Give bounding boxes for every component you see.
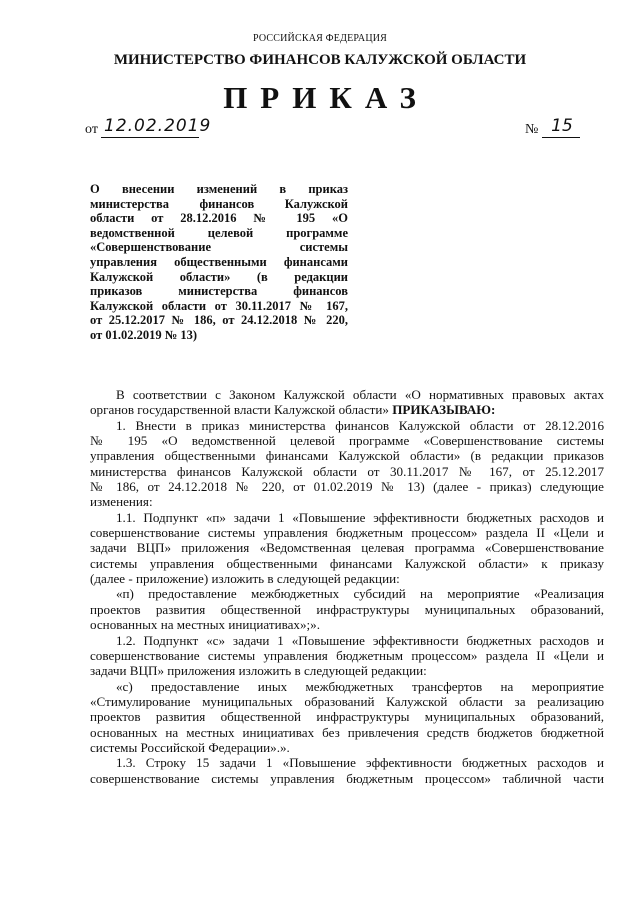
quote-s-line: «Стимулирование муниципальных образований Калужской области за реализацию: [90, 693, 604, 709]
paragraph-1-3-line: совершенствование системы управления бюджетным процессом» табличной части: [90, 770, 604, 786]
paragraph-1-1-line: 1.1. Подпункт «п» задачи 1 «Повышение эффективности бюджетных расходов и: [116, 509, 604, 525]
subject-line: управления общественными финансами: [90, 254, 348, 269]
intro-line-text: органов государственной власти Калужской области»: [90, 402, 389, 418]
subject-line: Калужской области от 30.11.2017 № 167,: [90, 298, 348, 313]
quote-p-line: проектов развития общественной инфраструктуры муниципальных образований,: [90, 601, 604, 617]
date-value: 12.02.2019: [104, 116, 212, 136]
paragraph-1-3-line: 1.3. Строку 15 задачи 1 «Повышение эффективности бюджетных расходов и: [116, 755, 604, 771]
command-word: ПРИКАЗЫВАЮ:: [392, 402, 496, 418]
paragraph-1-line: № 186, от 24.12.2018 № 220, от 01.02.2019 № 13) (далее - приказ) следующие: [90, 479, 604, 495]
number-label: №: [525, 122, 539, 137]
paragraph-1-line: 1. Внести в приказ министерства финансов Калужской области от 28.12.2016: [116, 417, 604, 433]
document-body: [90, 387, 604, 786]
subject-line: от 25.12.2017 № 186, от 24.12.2018 № 220,: [90, 313, 348, 328]
subject-line: от 01.02.2019 № 13): [90, 327, 198, 342]
ministry-title: МИНИСТЕРСТВО ФИНАНСОВ КАЛУЖСКОЙ ОБЛАСТИ: [113, 52, 527, 68]
paragraph-1-2-line: совершенствование системы управления бюджетным процессом» раздела II «Цели и: [90, 647, 604, 663]
paragraph-1-1-line: (далее - приложение) изложить в следующей редакции:: [90, 571, 400, 587]
paragraph-1-2-line: 1.2. Подпункт «с» задачи 1 «Повышение эффективности бюджетных расходов и: [116, 632, 604, 648]
subject-line: Калужской области» (в редакции: [90, 269, 348, 284]
paragraph-1-line: № 195 «О ведомственной целевой программе «Совершенствование системы: [90, 433, 604, 449]
federation-label: РОССИЙСКАЯ ФЕДЕРАЦИЯ: [252, 33, 388, 44]
quote-s-line: проектов развития общественной инфраструктуры муниципальных образований,: [90, 709, 604, 725]
subject-line: «Совершенствование системы: [90, 240, 348, 255]
paragraph-1-1-line: задачи ВЦП» приложения «Ведомственная целевая программа «Совершенствование: [90, 540, 604, 556]
quote-s-line: «с) предоставление иных межбюджетных трансфертов на мероприятие: [116, 678, 604, 694]
subject-line: приказов министерства финансов: [90, 284, 348, 299]
subject-line: министерства финансов Калужской: [90, 196, 348, 211]
paragraph-1-2-line: задачи ВЦП» приложения изложить в следующей редакции:: [90, 663, 427, 679]
paragraph-1-line: управления общественными финансами Калужской области» (в редакции приказов: [90, 448, 604, 464]
quote-p-line: основанных на местных инициативах»;».: [90, 617, 320, 633]
subject-line: О внесении изменений в приказ: [90, 182, 348, 196]
subject-line: ведомственной целевой программе: [90, 225, 348, 240]
document-type-title: ПРИКАЗ: [223, 80, 429, 115]
quote-s-line: системы Российской Федерации».».: [90, 739, 290, 755]
intro-line: В соответствии с Законом Калужской области «О нормативных правовых актах: [116, 387, 604, 402]
date-underline: [101, 137, 199, 138]
number-value: 15: [551, 116, 573, 136]
paragraph-1-1-line: системы управления общественными финансами Калужской области» к приказу: [90, 555, 604, 571]
paragraph-1-line: министерства финансов Калужской области от 30.11.2017 № 167, от 25.12.2017: [90, 463, 604, 479]
subject-block: [90, 182, 348, 343]
number-underline: [542, 137, 580, 138]
quote-p-line: «п) предоставление межбюджетных субсидий на мероприятие «Реализация: [116, 586, 604, 602]
subject-line: области от 28.12.2016 № 195 «О: [90, 211, 348, 226]
paragraph-1-line: изменения:: [90, 494, 153, 510]
quote-s-line: основанных на местных инициативах без привлечения средств бюджетов бюджетной: [90, 724, 604, 740]
paragraph-1-1-line: совершенствование системы управления бюджетным процессом» раздела II «Цели и: [90, 525, 604, 541]
intro-line: [90, 402, 604, 417]
date-label: от: [85, 122, 98, 137]
